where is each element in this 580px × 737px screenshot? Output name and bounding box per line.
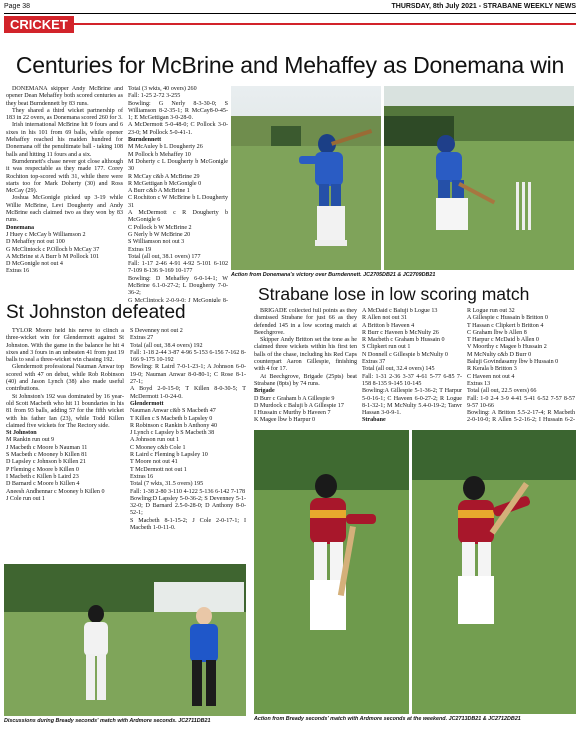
photo-batsman-blue — [231, 86, 381, 270]
scorecard-line: A Boyd 2-0-15-0; T Killen 8-0-30-5; T McDermott 1-0-24-0. — [130, 386, 246, 400]
scorecard-line: D Lapsley c Johnson b Killen 21 — [6, 459, 86, 466]
scorecard-line: Nauman Anwar c&b S Macbeth 47 — [130, 408, 216, 415]
scorecard-line: P Fleming c Moore b Killen 0 — [6, 466, 79, 473]
scorecard-line: R Laird c Fleming b Lapsley 10 — [130, 452, 208, 459]
story3-column-1 — [254, 308, 357, 424]
scorecard-line: Bowling:D Lapsley 5-0-36-2; S Devenney 5-1-32-0; D Barnard 2.5-0-28-0; D Anthony 8-0-52-1; — [130, 495, 246, 517]
story1-column-2 — [128, 86, 228, 302]
scorecard-line: A McDermott 5-0-48-0; C Pollock 3-0-23-0; M Pollock 5-0-41-1. — [128, 122, 228, 136]
scorecard-line: K Magee lbw b Harpur 0 — [254, 417, 316, 424]
scorecard-line: T Moore not out 41 — [130, 459, 178, 466]
story3-column-3 — [467, 308, 575, 424]
scorecard-heading: Glendermott — [130, 400, 164, 407]
scorecard-line: Bowling: G Nerly 8-3-30-0; S Williamson 8-2-35-1; R McCay8-0-45-1; E McGettigan 3-0-28-0. — [128, 100, 228, 122]
scorecard-line: T McDermott not out 1 — [130, 466, 187, 473]
scorecard-line: M Pollock b Mehaffey 10 — [128, 151, 191, 158]
scorecard-line: C Pollock b W McBrine 2 — [128, 224, 192, 231]
scorecard-line: T Harpur c McDaid b Allen 0 — [467, 337, 539, 344]
bottom-left-caption: Discussions during Bready seconds' match with Ardmore seconds. JC2711DB21 — [4, 718, 211, 724]
scorecard-line: T Killen c S Macbeth b Lapsley 0 — [130, 415, 213, 422]
story1-column-1 — [6, 86, 123, 302]
story2-column-1 — [6, 328, 124, 560]
photo-batsman-maroon-1 — [254, 430, 409, 714]
body-paragraph: TYLOR Moore held his nerve to clinch a three-wicket win for Glendermott against St Johnston. With the game in the balance he hit 4 sixes and 3 fours in an unbeaten 41 from just 19 balls to seal a three-wicket win chasing 192. — [6, 328, 124, 364]
scorecard-line: Fall: 1-38 2-80 3-110 4-122 5-136 6-142 7-178 — [130, 488, 246, 495]
photo-batsman-crouch-image — [384, 86, 574, 270]
scorecard-line: Extras 13 — [467, 380, 491, 387]
scorecard-line: M McAuley b L Dougherty 26 — [128, 144, 203, 151]
scorecard-line: Aneesh Andhennar c Mooney b Killen 0 — [6, 488, 105, 495]
scorecard-line: I Macbeth c Killen b Laird 23 — [6, 473, 79, 480]
scorecard-line: I Hussain c Murthy b Haveen 7 — [254, 410, 331, 417]
scorecard-line: R Logue run out 32 — [467, 308, 515, 314]
scorecard-line: Bowling: R Laird 7-0-1-23-1; A Johnson 6-0-19-0; Nauman Anwar 8-0-80-1; C Rose 8-1-27-1; — [130, 364, 246, 386]
scorecard-line: D Burr c Graham b A Gillespie 9 — [254, 395, 335, 402]
photo-batsman-maroon-1-image — [254, 430, 409, 714]
scorecard-line: V Moorthy c Magee b Hussain 2 — [467, 344, 547, 351]
photo-batsman-blue-image — [231, 86, 381, 270]
scorecard-line: C Rochiton c W McBrine b L Dougherty 31 — [128, 195, 228, 209]
top-photo-caption: Action from Donemana's victory over Burndennett. JC2705DB21 & JC2709DB21 — [231, 272, 436, 278]
scorecard-line: R Burr c Haveen b McNulty 26 — [362, 329, 439, 336]
scorecard-line: D Barnard c Moore b Killen 4 — [6, 481, 80, 488]
scorecard-line: Total (all out, 38.4 overs) 192 — [130, 342, 203, 349]
body-paragraph: BRIGADE collected full points as they dismissed Strabane for just 66 as they defended 145 in a low scoring match at Beechgrove. — [254, 308, 357, 336]
scorecard-line: R Kerala b Britton 3 — [467, 366, 517, 373]
bottom-right-caption: Action from Bready seconds' match with Ardmore seconds at the weekend. JC2713DB21 & JC2712DB21 — [254, 716, 521, 722]
scorecard-line: R Robinson c Rankin b Anthony 40 — [130, 422, 218, 429]
body-paragraph: DONEMANA skipper Andy McBrine and opener Dean Mehaffey both scored centuries as they beat Burndennett by 83 runs. — [6, 86, 123, 107]
scorecard-line: G McClintock c P.Olloch b McCay 37 — [6, 246, 100, 253]
body-paragraph: They shared a third wicket partnership of 183 in 22 overs, as Donemana scored 260 for 3. — [6, 107, 123, 122]
scorecard-line: Total (all out, 32.4 overs) 145 — [362, 366, 435, 373]
scorecard-heading: Brigade — [254, 388, 275, 395]
scorecard-line: S Macbeth c Mooney b Killen 81 — [6, 452, 88, 459]
scorecard-line: A Britton b Haveen 4 — [362, 322, 415, 329]
photo-discussion-image — [4, 564, 246, 716]
scorecard-line: R Macbeth c Graham b Hussain 0 — [362, 337, 445, 344]
scorecard-line: S Williamson not out 3 — [128, 239, 185, 246]
scorecard-line: A Burr c&b A McBrine 1 — [128, 188, 190, 195]
scorecard-line: Bowling:A Gillespie 5-1-36-2; T Harpur 5-0-16-1; C Haveen 6-0-27-2; R Logue 8-1-32-1; M McNulty 5.4-0-19-2; Tanvr Hassan 3-0-9-1. — [362, 388, 462, 417]
body-paragraph: At Beechgrove, Brigade (25pts) beat Strabane (8pts) by 74 runs. — [254, 373, 357, 387]
scorecard-line: Fall: 1-31 2-36 3-37 4-61 5-77 6-85 7-158 8-135 9-145 10-145 — [362, 373, 462, 387]
scorecard-line: R McGettigan b McGonigle 0 — [128, 180, 202, 187]
page-number: Page 38 — [4, 3, 31, 10]
photo-batsman-maroon-2 — [412, 430, 576, 714]
scorecard-line: Total (all out, 38.1 overs) 177 — [128, 253, 201, 260]
scorecard-line: J Lynch c Lapsley b S Macbeth 38 — [130, 430, 215, 437]
scorecard-line: D Mehaffey not out 100 — [6, 239, 65, 246]
scorecard-line: D McGonigle not out 4 — [6, 261, 63, 268]
scorecard-line: Extras 19 — [128, 246, 152, 253]
scorecard-line: R McCay c&b A McBrine 29 — [128, 173, 200, 180]
scorecard-line: C Mooney c&b Cole 1 — [130, 444, 186, 451]
body-paragraph: Burndennett's chase never got close although it was respectable as they made 177. Corey Rochiton top-scored with 31, while there were starts too for Mark Doherty (30) and Ross McCay (29). — [6, 158, 123, 195]
scorecard-line: Fall: 1-18 2-44 3-87 4-96 5-153 6-156 7-162 8-166 9-175 10-192 — [130, 349, 246, 364]
main-headline: Centuries for McBrine and Mehaffey as Donemana win — [15, 52, 565, 78]
scorecard-line: Bowling: A Britton 5.5-2-17-4; R Macbeth 2-0-10-0; R Allen 5-2-16-2; I Hussain 6-2- — [467, 410, 575, 424]
scorecard-line: Extras 16 — [130, 473, 154, 480]
scorecard-line: Fall: 1-17 2-46 4-91 4-92 5-101 6-102 7-109 8-136 9-169 10-177 — [128, 261, 228, 275]
body-paragraph: Irish international McBrine hit 9 fours and 6 sixes in his 101 from 69 balls, while opener Mehaffey reached his maiden hundred for Donemana off the penultimate ball - taking 108 balls and hitting 11 fours and a six. — [6, 122, 123, 158]
story3-column-2 — [362, 308, 462, 424]
scorecard-line: Extras 37 — [362, 359, 386, 366]
scorecard-line: G McClintock 2-0-9-0; J McGonigle 8- — [128, 297, 228, 302]
scorecard-line: T Hassan c Clipkert b Britton 4 — [467, 322, 544, 329]
scorecard-line: R Allen not out 31 — [362, 315, 408, 322]
scorecard-line: S Clipkert run out 1 — [362, 344, 411, 351]
scorecard-line: M Doherty c L Dougherty b McGonigle 30 — [128, 158, 228, 173]
scorecard-line: Extras 27 — [130, 335, 154, 342]
photo-batsman-crouch — [384, 86, 574, 270]
story2-column-2 — [130, 328, 246, 560]
scorecard-line: J Huey c McCay b Williamson 2 — [6, 231, 86, 238]
scorecard-line: A Gillespie c Hussain b Britton 0 — [467, 315, 548, 322]
scorecard-line: A Johnson run out 1 — [130, 437, 180, 444]
scorecard-line: Total (3 wkts, 40 overs) 260 — [128, 86, 197, 92]
photo-batsman-maroon-2-image — [412, 430, 576, 714]
scorecard-line: D Murdock c Baluji b A Gillespie 17 — [254, 402, 344, 409]
scorecard-line: Bowling: D Mehaffey 6-0-14-1; W McBrine 6.1-0-27-2; L Dougherty 7-0-36-2; — [128, 275, 228, 297]
scorecard-heading: St Johnston — [6, 430, 37, 437]
body-paragraph: Joshua McGonigle picked up 3-19 while Willie McBrine, Levi Dougherty and Andy McBrine each claimed two as they won by 83 runs. — [6, 195, 123, 224]
body-paragraph: Glendermott professional Nauman Anwar top scored with 47 on debut, while Rob Robinson (40) and Jason Lynch (38) also made useful contributions. — [6, 364, 124, 393]
scorecard-heading: Donemana — [6, 224, 35, 231]
scorecard-heading: Strabane — [362, 417, 386, 424]
scorecard-line: A McDaid c Baluji b Logue 13 — [362, 308, 438, 314]
scorecard-line: A McBrine st A Burr b M Pollock 101 — [6, 253, 100, 260]
scorecard-line: S Devenney not out 2 — [130, 328, 183, 334]
scorecard-line: S Macbeth 8-1-15-2; J Cole 2-0-17-1; I Macbeth 1-0-11-0. — [130, 517, 246, 532]
scorecard-line: M McNulty c&b D Burr 0 — [467, 351, 532, 358]
scorecard-line: A McDermott c R Dougherty b McGonigle 6 — [128, 210, 228, 224]
scorecard-line: Baluji Govindasamy lbw b Hussain 0 — [467, 359, 559, 366]
scorecard-line: Total (all out, 22.5 overs) 66 — [467, 388, 537, 395]
story3-headline: Strabane lose in low scoring match — [258, 284, 530, 304]
photo-discussion — [4, 564, 246, 716]
body-paragraph: Skipper Andy Britton set the tone as he claimed three wickets within his first ten balls of the chase, including his Red Caps counterpart Aaron Gillespie, finishing with 4 for 17. — [254, 337, 357, 373]
scorecard-line: N Donnell c Gillespie b McNulty 0 — [362, 351, 448, 358]
story2-headline: St Johnston defeated — [6, 302, 186, 323]
body-paragraph: St Johnston's 192 was dominated by 16 year-old Scott Macbeth who hit 11 boundaries in his 81 from 93 balls, adding 57 for the fifth wicket with his father Ian (23), while Todd Killen claimed five wickets for The Rectory side. — [6, 393, 124, 429]
scorecard-heading: Burndennett — [128, 137, 162, 144]
scorecard-line: Extras 16 — [6, 268, 30, 275]
scorecard-line: C Haveen not out 4 — [467, 373, 515, 380]
scorecard-line: C Graham lbw b Allen 8 — [467, 329, 527, 336]
scorecard-line: Total (7 wkts, 31.5 overs) 195 — [130, 481, 204, 488]
publication-line: THURSDAY, 8th July 2021 - STRABANE WEEKLY NEWS — [391, 3, 576, 10]
scorecard-line: Fall: 1-0 2-4 3-9 4-41 5-41 6-52 7-57 8-57 9-57 10-66 — [467, 395, 575, 409]
page-header — [4, 3, 576, 14]
section-label: CRICKET — [4, 16, 74, 33]
scorecard-line: M Rankin run out 9 — [6, 437, 55, 444]
scorecard-line: J Macbeth c Moore b Nauman 11 — [6, 444, 88, 451]
scorecard-line: G Nerly b W McBrine 20 — [128, 231, 191, 238]
scorecard-line: J Cole run out 1 — [6, 495, 45, 502]
section-rule — [72, 23, 576, 25]
scorecard-line: Fall: 1-25 2-72 3-255 — [128, 93, 181, 100]
